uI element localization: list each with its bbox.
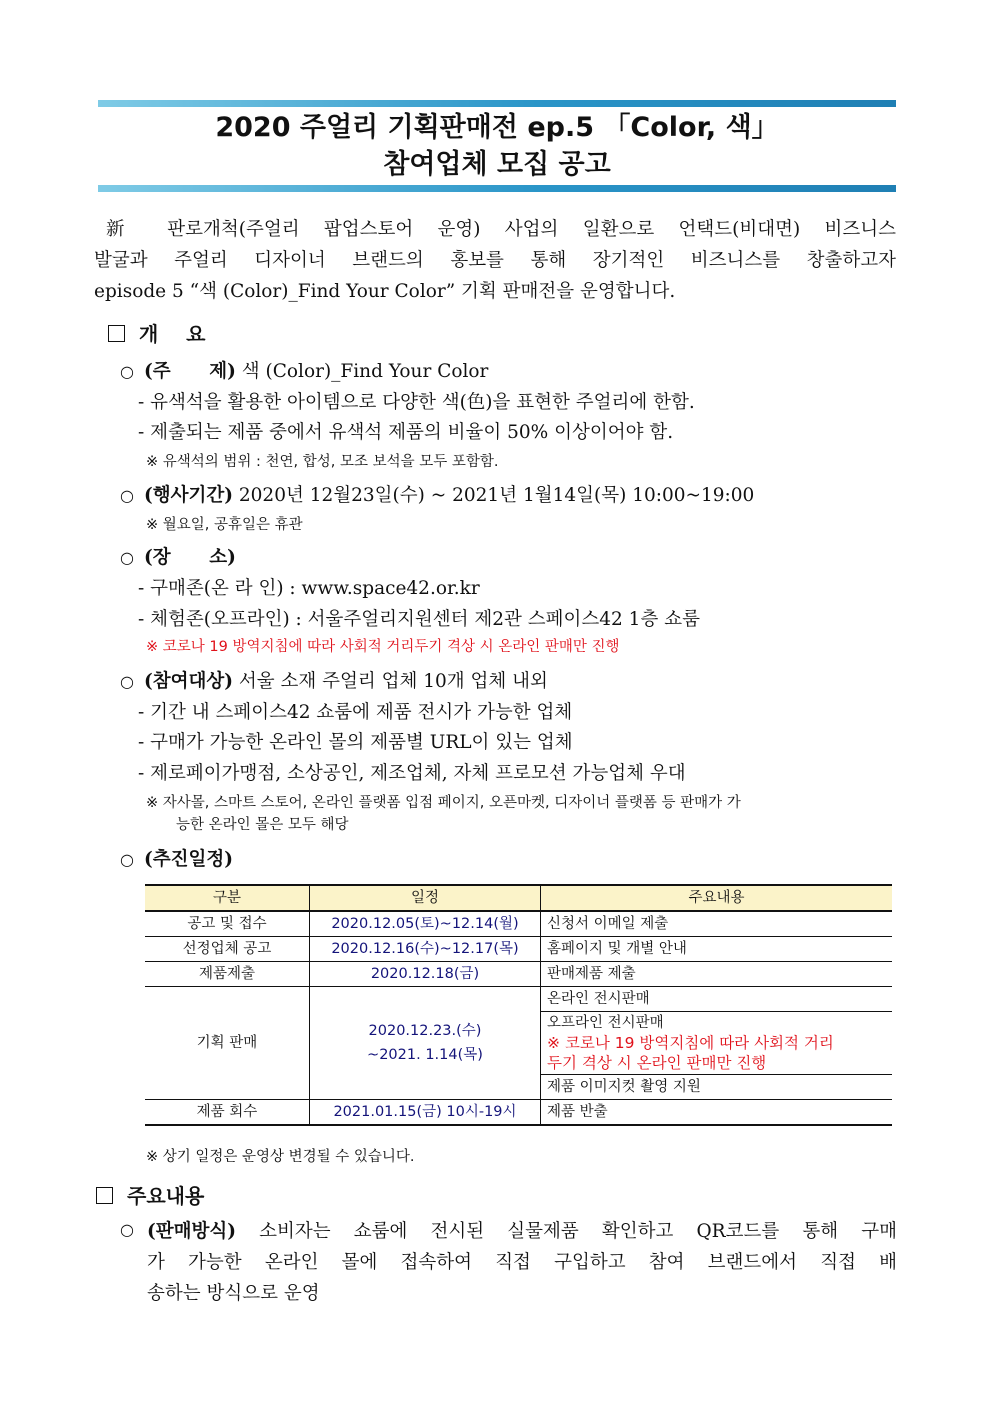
list-item: - 기간 내 스페이스42 쇼룸에 제품 전시가 가능한 업체 [138,702,573,723]
table-cell: 2020.12.05(토)~12.14(월) [310,911,541,937]
table-header: 구분 [145,885,310,911]
sales-paragraph [147,1216,897,1309]
schedule-row [120,846,233,874]
list-item: - 구매존(온 라 인) : www.space42.or.kr [138,578,480,599]
title-line1: 2020 주얼리 기획판매전 ep.5 「Color, 색」 [215,112,779,143]
sales-line [147,1216,897,1247]
theme-value: 색 (Color)_Find Your Color [241,361,489,382]
table-row [145,911,892,937]
table-cell: 2020.12.18(금) [310,962,541,987]
period-value: 2020년 12월23일(수) ~ 2021년 1월14일(목) 10:00~19:00 [238,485,755,506]
intro-line: 발굴과 주얼리 디자이너 브랜드의 홍보를 통해 장기적인 비즈니스를 창출하고자 [94,250,896,271]
content-note: ※ 코로나 19 방역지침에 따라 사회적 거리 [547,1034,834,1052]
circle-bullet-icon: ○ [120,850,134,869]
period-note: ※ 월요일, 공휴일은 휴관 [146,517,303,533]
period-label: (행사기간) [144,485,233,506]
checkbox-square-icon [108,325,125,342]
table-header-row [145,885,892,911]
table-cell: 공고 및 접수 [145,911,310,937]
content-line: 오프라인 전시판매 [547,1015,664,1031]
target-note: 능한 온라인 몰은 모두 해당 [176,817,349,833]
table-cell: 제품제출 [145,962,310,987]
list-item: - 구매가 가능한 온라인 몰의 제품별 URL이 있는 업체 [138,732,573,753]
target-note: ※ 자사몰, 스마트 스토어, 온라인 플랫폼 입점 페이지, 오픈마켓, 디자이너 플랫폼 등 판매가 가 [146,795,741,811]
bottom-rule [98,185,896,192]
table-cell: 신청서 이메일 제출 [541,911,893,937]
table-header: 주요내용 [541,885,893,911]
sales-row [120,1216,144,1244]
schedule-label: (추진일정) [144,849,233,870]
target-label: (참여대상) [144,671,233,692]
theme-row [120,358,488,386]
table-cell: 판매제품 제출 [541,962,893,987]
circle-bullet-icon: ○ [120,548,134,567]
target-value: 서울 소재 주얼리 업체 10개 업체 내외 [238,671,548,692]
table-cell: 선정업체 공고 [145,937,310,962]
list-item: - 유색석을 활용한 아이템으로 다양한 색(色)을 표현한 주얼리에 한함. [138,392,695,413]
table-cell: 2021.01.15(금) 10시-19시 [310,1100,541,1126]
circle-bullet-icon: ○ [120,672,134,691]
table-cell: 홈페이지 및 개별 안내 [541,937,893,962]
theme-label: (주 제) [144,361,236,382]
list-item: - 제출되는 제품 중에서 유색석 제품의 비율이 50% 이상이어야 함. [138,422,674,443]
place-note: ※ 코로나 19 방역지침에 따라 사회적 거리두기 격상 시 온라인 판매만 진행 [146,639,620,655]
section-heading: 개 요 [139,322,206,346]
date-line: 2020.12.23.(수) [368,1023,482,1039]
theme-note: ※ 유색석의 범위 : 천연, 합성, 모조 보석을 모두 포함함. [146,454,499,470]
list-item: - 체험존(오프라인) : 서울주얼리지원센터 제2관 스페이스42 1층 쇼룸 [138,609,700,630]
table-row [145,1100,892,1126]
section-main [96,1182,204,1210]
table-cell: 제품 이미지컷 촬영 지원 [541,1075,893,1100]
circle-bullet-icon: ○ [120,1220,134,1239]
sales-text: 소비자는 쇼룸에 전시된 실물제품 확인하고 QR코드를 통해 구매 [259,1221,897,1242]
title-line2: 참여업체 모집 공고 [383,149,611,180]
place-label: (장 소) [144,547,236,568]
content-note: 두기 격상 시 온라인 판매만 진행 [547,1054,767,1072]
date-line: ~2021. 1.14(목) [367,1047,483,1063]
table-cell: 2020.12.16(수)~12.17(목) [310,937,541,962]
sales-line: 가 가능한 온라인 몰에 접속하여 직접 구입하고 참여 브랜드에서 직접 배 [147,1252,897,1273]
table-row [145,962,892,987]
circle-bullet-icon: ○ [120,362,134,381]
intro-line: episode 5 “색 (Color)_Find Your Color” 기획 판매전을 운영합니다. [94,281,676,302]
schedule-note: ※ 상기 일정은 운영상 변경될 수 있습니다. [146,1149,415,1165]
section-heading: 주요내용 [127,1184,205,1208]
table-row [145,987,892,1012]
place-row [120,544,236,572]
checkbox-square-icon [96,1187,113,1204]
sales-label: (판매방식) [147,1221,236,1242]
period-row [120,482,754,510]
target-row [120,668,548,696]
table-cell: 제품 반출 [541,1100,893,1126]
table-row [145,937,892,962]
table-cell [310,987,541,1100]
sales-line: 송하는 방식으로 운영 [147,1283,320,1304]
schedule-table [145,884,892,1126]
list-item: - 제로페이가맹점, 소상공인, 제조업체, 자체 프로모션 가능업체 우대 [138,763,686,784]
intro-line: 新 판로개척(주얼리 팝업스토어 운영) 사업의 일환으로 언택드(비대면) 비즈니스 [106,219,896,240]
table-cell: 제품 회수 [145,1100,310,1126]
circle-bullet-icon: ○ [120,486,134,505]
section-overview [108,320,206,348]
table-cell [541,1012,893,1075]
table-header: 일정 [310,885,541,911]
intro-paragraph [94,214,896,307]
table-cell: 기획 판매 [145,987,310,1100]
table-cell: 온라인 전시판매 [541,987,893,1012]
top-rule [98,100,896,107]
